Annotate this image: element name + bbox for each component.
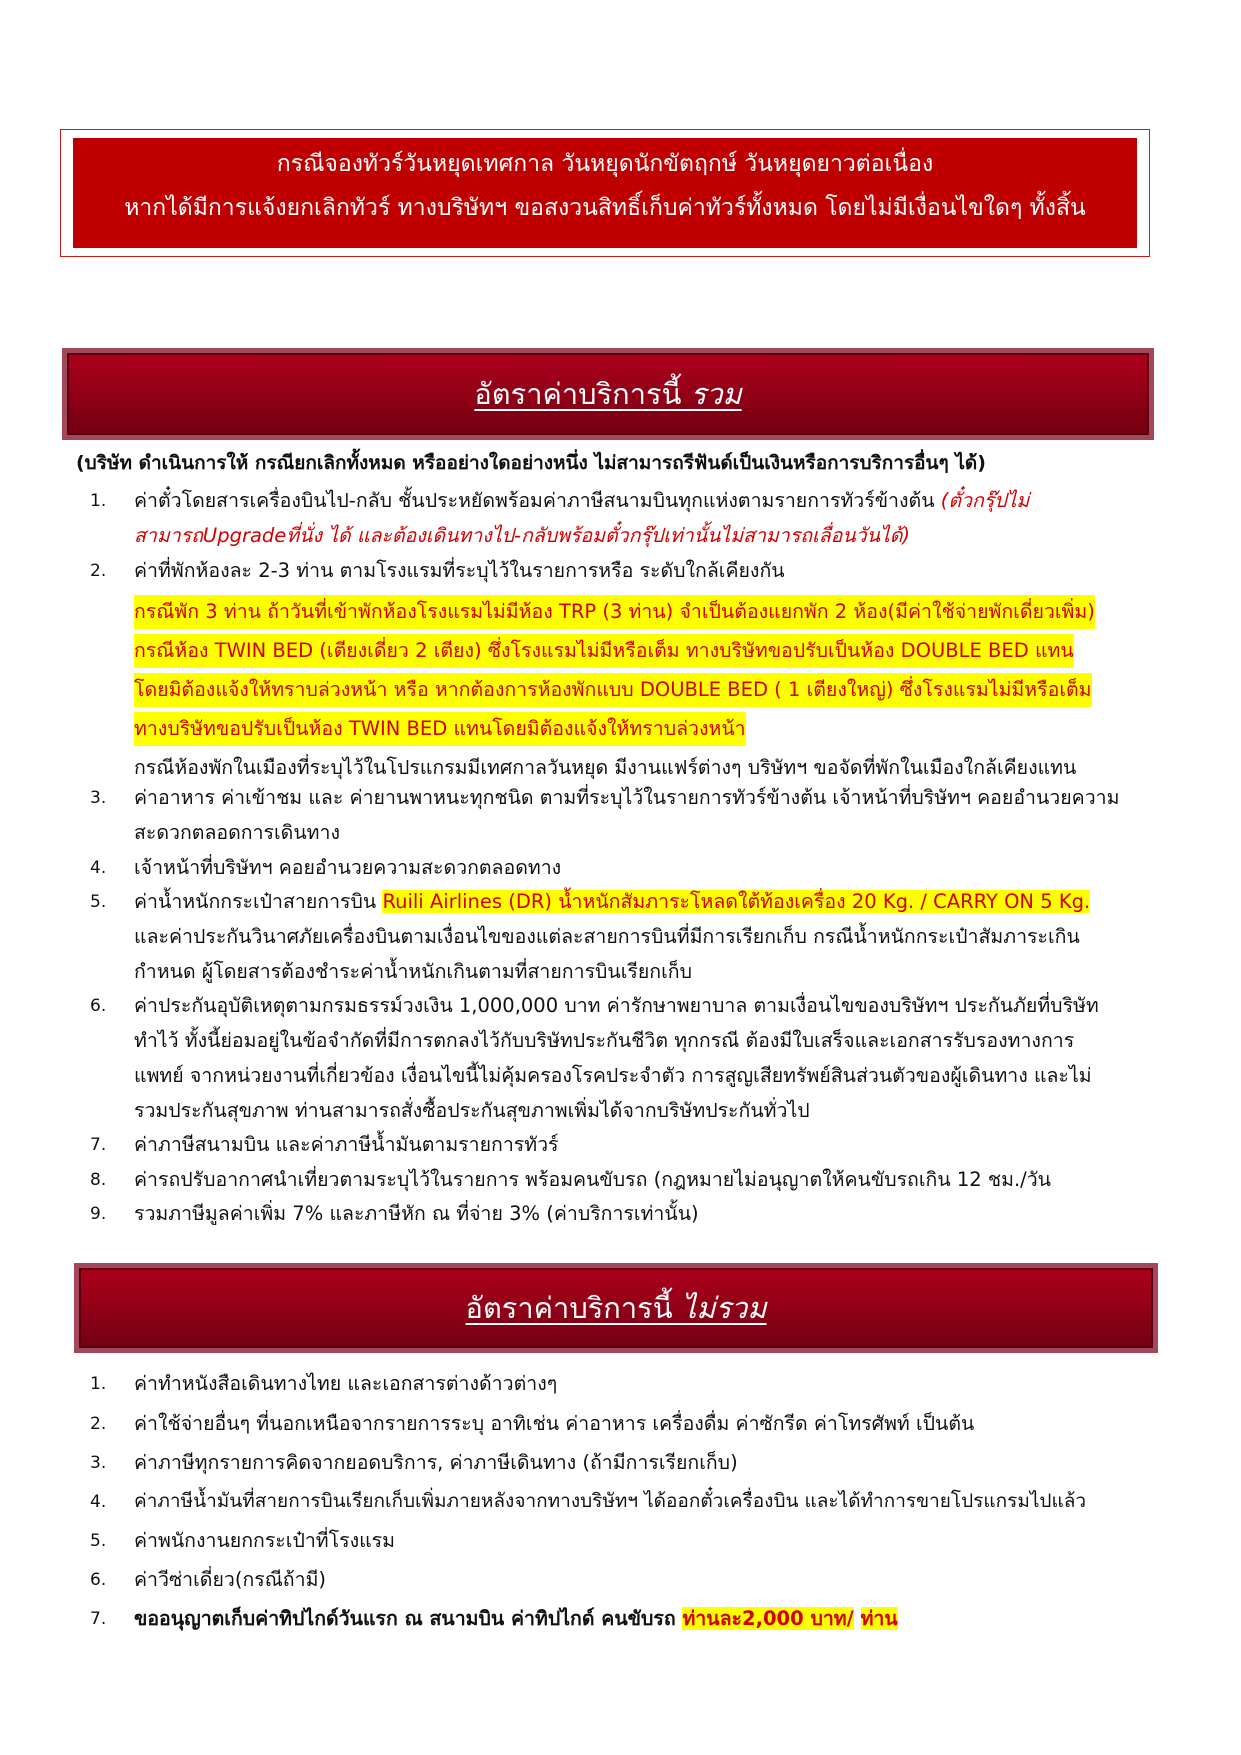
- notice-line-2: หากได้มีการแจ้งยกเลิกทัวร์ ทางบริษัทฯ ขอสงวนสิทธิ์เก็บค่าทัวร์ทั้งหมด โดยไม่มีเงื่อนไขใดๆ ทั้งสิ้น: [124, 195, 1086, 221]
- tip-highlight: ท่านละ2,000 บาท/: [682, 1607, 854, 1630]
- item-text: ค่ารถปรับอากาศนำเที่ยวตามระบุไว้ในรายการ พร้อมคนขับรถ (กฎหมายไม่อนุญาตให้คนขับรถเกิน 12 ชม./วัน: [134, 1168, 1052, 1191]
- item-note: (ตั๋วกรุ๊ปไม่: [940, 489, 1030, 512]
- item-text: ค่าทำหนังสือเดินทางไทย และเอกสารต่างด้าวต่างๆ: [134, 1372, 558, 1395]
- highlight-line: โดยมิต้องแจ้งให้ทราบล่วงหน้า หรือ หากต้องการห้องพักแบบ DOUBLE BED ( 1 เตียงใหญ่) ซึ่งโรงแรมไม่มีหรือเต็ม: [134, 673, 1092, 707]
- item-text: ค่าภาษีน้ำมันที่สายการบินเรียกเก็บเพิ่มภายหลังจากทางบริษัทฯ ได้ออกตั๋วเครื่องบิน และได้ทำการขายโปรแกรมไปแล้ว: [134, 1490, 1087, 1512]
- item-note-cont: สามารถUpgradeที่นั่ง ได้ และต้องเดินทางไป-กลับพร้อมตั๋วกรุ๊ปเท่านั้นไม่สามารถเลื่อนวันได้): [134, 524, 911, 547]
- item-text: ค่าภาษีทุกรายการคิดจากยอดบริการ, ค่าภาษีเดินทาง (ถ้ามีการเรียกเก็บ): [134, 1451, 738, 1474]
- included-banner: [62, 348, 1154, 440]
- included-lead: (บริษัท ดำเนินการให้ กรณียกเลิกทั้งหมด หรืออย่างใดอย่างหนึ่ง ไม่สามารถรีฟันด์เป็นเงินหรือการบริการอื่นๆ ได้): [76, 452, 986, 474]
- item-number: 1.: [90, 491, 107, 511]
- excluded-title-em: ไม่รวม: [681, 1291, 767, 1325]
- item-number: 2.: [90, 1414, 107, 1434]
- item-number: 7.: [90, 1135, 107, 1155]
- item-number: 3.: [90, 1453, 107, 1473]
- item-text: ค่าภาษีสนามบิน และค่าภาษีน้ำมันตามรายการทัวร์: [134, 1133, 559, 1156]
- highlight-line: ทางบริษัทขอปรับเป็นห้อง TWIN BED แทนโดยมิต้องแจ้งให้ทราบล่วงหน้า: [134, 712, 746, 746]
- item-number: 5.: [90, 892, 107, 912]
- included-title-em: รวม: [690, 377, 742, 411]
- item-text: แพทย์ จากหน่วยงานที่เกี่ยวข้อง เงื่อนไขนี้ไม่คุ้มครองโรคประจำตัว การสูญเสียทรัพย์สินส่วนตัวของผู้เดินทาง และไม่: [134, 1064, 1092, 1087]
- item-number: 2.: [90, 561, 107, 581]
- item-number: 1.: [90, 1374, 107, 1394]
- item-number: 5.: [90, 1531, 107, 1551]
- included-title: อัตราค่าบริการนี้ รวม: [474, 377, 742, 411]
- highlight-line: กรณีพัก 3 ท่าน ถ้าวันที่เข้าพักห้องโรงแรมไม่มีห้อง TRP (3 ท่าน) จำเป็นต้องแยกพัก 2 ห้อง(มีค่าใช้จ่ายพักเดี่ยวเพิ่ม): [134, 595, 1095, 629]
- notice-line-1: กรณีจองทัวร์วันหยุดเทศกาล วันหยุดนักขัตฤกษ์ วันหยุดยาวต่อเนื่อง: [276, 151, 934, 177]
- item-text: ค่าอาหาร ค่าเข้าชม และ ค่ายานพาหนะทุกชนิด ตามที่ระบุไว้ในรายการทัวร์ข้างต้น เจ้าหน้าที่บริษัทฯ คอยอำนวยความ: [134, 786, 1120, 809]
- item-text: ค่าตั๋วโดยสารเครื่องบินไป-กลับ ชั้นประหยัดพร้อมค่าภาษีสนามบินทุกแห่งตามรายการทัวร์ข้างต้น: [134, 489, 941, 512]
- item-number: 9.: [90, 1204, 107, 1224]
- item-text: รวมภาษีมูลค่าเพิ่ม 7% และภาษีหัก ณ ที่จ่าย 3% (ค่าบริการเท่านั้น): [134, 1202, 699, 1225]
- item-text: ขออนุญาตเก็บค่าทิปไกด์วันแรก ณ สนามบิน ค่าทิปไกด์ คนขับรถ: [134, 1607, 683, 1630]
- notice-banner: [73, 138, 1137, 248]
- item-number: 7.: [90, 1609, 107, 1629]
- item-text: ค่าน้ำหนักกระเป๋าสายการบิน: [134, 890, 383, 913]
- item-number: 8.: [90, 1170, 107, 1190]
- item-text: สะดวกตลอดการเดินทาง: [134, 821, 340, 844]
- item-number: 3.: [90, 788, 107, 808]
- item-text: รวมประกันสุขภาพ ท่านสามารถสั่งซื้อประกันสุขภาพเพิ่มได้จากบริษัทประกันทั่วไป: [134, 1099, 810, 1122]
- tip-highlight-unit: ท่าน: [860, 1607, 898, 1630]
- excluded-banner: [74, 1263, 1158, 1353]
- item-text: ค่าวีซ่าเดี่ยว(กรณีถ้ามี): [134, 1568, 327, 1591]
- item-text: เจ้าหน้าที่บริษัทฯ คอยอำนวยความสะดวกตลอดทาง: [134, 856, 562, 879]
- item-text: ค่าพนักงานยกกระเป๋าที่โรงแรม: [134, 1529, 395, 1552]
- item-number: 6.: [90, 996, 107, 1016]
- item-number: 4.: [90, 858, 107, 878]
- baggage-highlight: Ruili Airlines (DR) น้ำหนักสัมภาระโหลดใต้ท้องเครื่อง 20 Kg. / CARRY ON 5 Kg.: [382, 890, 1091, 913]
- item-text: ทำไว้ ทั้งนี้ย่อมอยู่ในข้อจำกัดที่มีการตกลงไว้กับบริษัทประกันชีวิต ทุกกรณี ต้องมีใบเสร็จและเอกสารรับรองทางการ: [134, 1029, 1075, 1052]
- item-text: ค่าที่พักห้องละ 2-3 ท่าน ตามโรงแรมที่ระบุไว้ในรายการหรือ ระดับใกล้เคียงกัน: [134, 559, 785, 582]
- item-number: 4.: [90, 1492, 107, 1512]
- item-text: และค่าประกันวินาศภัยเครื่องบินตามเงื่อนไขของแต่ละสายการบินที่มีการเรียกเก็บ กรณีน้ำหนักกระเป๋าสัมภาระเกิน: [134, 925, 1080, 948]
- highlight-line: กรณีห้อง TWIN BED (เตียงเดี่ยว 2 เตียง) ซึ่งโรงแรมไม่มีหรือเต็ม ทางบริษัทขอปรับเป็นห้อง DOUBLE BED แทน: [134, 634, 1074, 668]
- item-text: กำหนด ผู้โดยสารต้องชำระค่าน้ำหนักเกินตามที่สายการบินเรียกเก็บ: [134, 960, 692, 983]
- item-text-after: กรณีห้องพักในเมืองที่ระบุไว้ในโปรแกรมมีเทศกาลวันหยุด มีงานแฟร์ต่างๆ บริษัทฯ ขอจัดที่พักในเมืองใกล้เคียงแทน: [134, 756, 1077, 779]
- notice-box: [60, 129, 1150, 257]
- excluded-title: อัตราค่าบริการนี้ ไม่รวม: [465, 1291, 767, 1325]
- item-number: 6.: [90, 1570, 107, 1590]
- item-text: ค่าใช้จ่ายอื่นๆ ที่นอกเหนือจากรายการระบุ อาทิเช่น ค่าอาหาร เครื่องดื่ม ค่าซักรีด ค่าโทรศัพท์ เป็นต้น: [134, 1412, 975, 1435]
- item-text: ค่าประกันอุบัติเหตุตามกรมธรรม์วงเงิน 1,000,000 บาท ค่ารักษาพยาบาล ตามเงื่อนไขของบริษัทฯ ประกันภัยที่บริษัท: [134, 994, 1099, 1017]
